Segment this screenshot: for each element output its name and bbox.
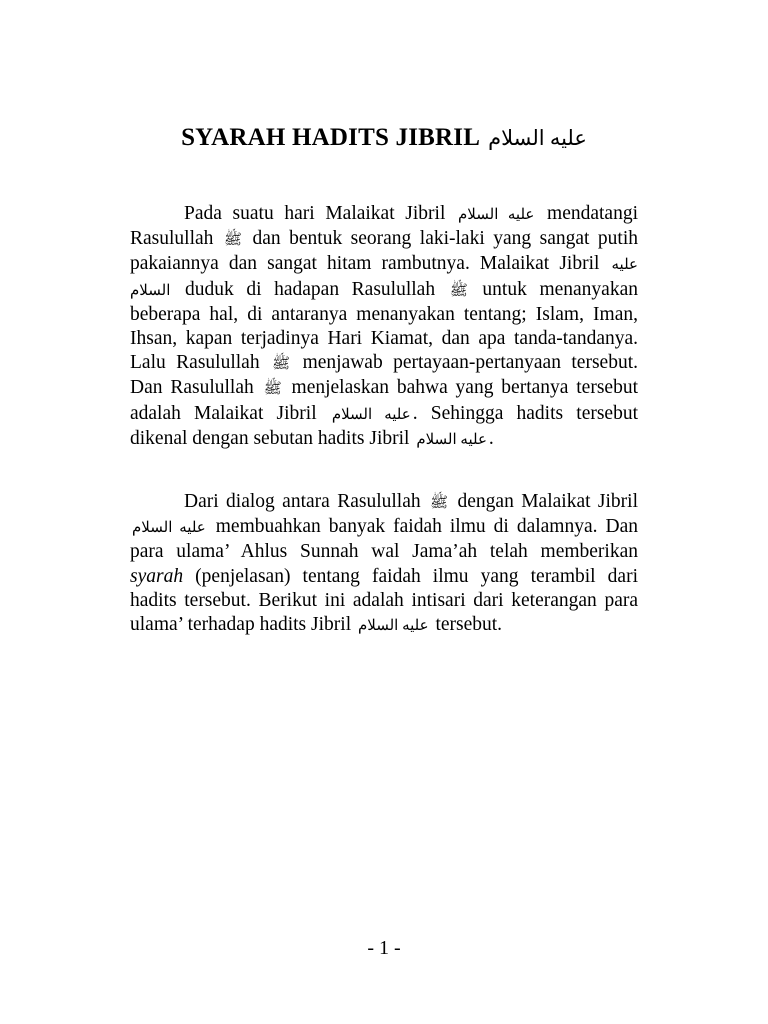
- paragraph-text: dan bentuk seorang laki-laki yang sangat putih pakaiannya dan sangat hitam rambutnya. Malaikat Jibril: [130, 228, 638, 275]
- paragraph-text: mendatangi Rasulullah: [130, 203, 639, 250]
- paragraph-text: Dari dialog antara Rasulullah: [184, 491, 428, 512]
- alaihissalam-honorific-icon: عليه السلام: [488, 126, 587, 150]
- paragraph-text: .: [488, 427, 494, 449]
- shallallahu-alaihi-wasallam-icon: ﷺ: [272, 356, 291, 373]
- paragraph-2: [130, 490, 638, 638]
- paragraph-text: membuahkan banyak faidah ilmu di dalamnya. Dan para ulama’ Ahlus Sunnah wal Jama’ah telah memberikan: [130, 516, 638, 563]
- shallallahu-alaihi-wasallam-icon: ﷺ: [430, 495, 449, 511]
- paragraph-text: (penjelasan) tentang faidah ilmu yang terambil dari hadits tersebut. Berikut ini adalah intisari dari keterangan para ulama’ terhadap hadits Jibril: [130, 565, 638, 636]
- shallallahu-alaihi-wasallam-icon: ﷺ: [223, 232, 243, 249]
- paragraph-text: untuk menanyakan beberapa hal, di antaranya menanyakan tentang; Islam, Iman, Ihsan, kapan terjadinya Hari Kiamat, dan apa tanda-tandanya. Lalu Rasulullah: [130, 278, 638, 374]
- shallallahu-alaihi-wasallam-icon: ﷺ: [263, 381, 282, 398]
- shallallahu-alaihi-wasallam-icon: ﷺ: [449, 282, 468, 299]
- paragraph-text: menjawab pertayaan-pertanyaan tersebut. Dan Rasulullah: [130, 352, 638, 399]
- alaihissalam-honorific-icon: عليه السلام: [416, 431, 487, 448]
- alaihissalam-honorific-icon: عليه السلام: [458, 207, 535, 223]
- paragraph-text: menjelaskan bahwa yang bertanya tersebut adalah Malaikat Jibril: [130, 377, 638, 424]
- page-number: - 1 -: [367, 937, 401, 959]
- italic-term: syarah: [130, 565, 184, 587]
- paragraph-text: . Sehingga hadits tersebut dikenal dengan sebutan hadits Jibril: [130, 402, 639, 449]
- page-title: [0, 124, 768, 152]
- paragraph-text: duduk di hadapan Rasulullah: [172, 278, 448, 300]
- paragraph-text: tersebut.: [430, 614, 503, 636]
- alaihissalam-honorific-icon: عليه السلام: [357, 618, 429, 635]
- alaihissalam-honorific-icon: عليه السلام: [331, 406, 411, 423]
- alaihissalam-honorific-icon: عليه السلام: [130, 257, 638, 299]
- paragraph-text: Pada suatu hari Malaikat Jibril: [184, 203, 457, 224]
- paragraph-text: dengan Malaikat Jibril: [450, 491, 638, 512]
- paragraph-1: [130, 202, 638, 452]
- alaihissalam-honorific-icon: عليه السلام: [132, 520, 206, 537]
- page-title-text: SYARAH HADITS JIBRIL: [181, 124, 481, 151]
